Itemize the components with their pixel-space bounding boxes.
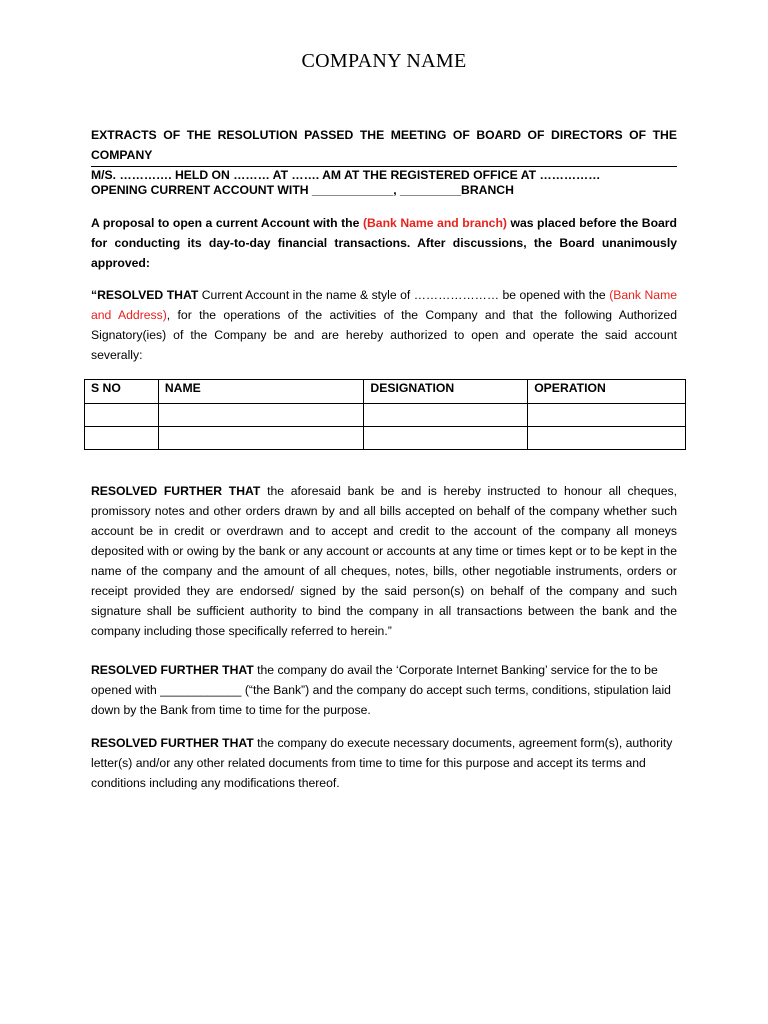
col-header-operation: OPERATION xyxy=(528,380,686,404)
further-3-text: the company do execute necessary documents, agreement form(s), authority letter(s) and/or any other related documents from time to time for this purpose and accept its terms and conditions including any modifications thereof. xyxy=(91,736,673,790)
col-header-name: NAME xyxy=(158,380,364,404)
col-header-sno: S NO xyxy=(85,380,159,404)
resolved-paragraph xyxy=(91,285,677,365)
proposal-text-1: A proposal to open a current Account with the xyxy=(91,216,363,230)
table-cell xyxy=(85,404,159,427)
resolution-heading-line2: M/S. …………. HELD ON ……… AT ……. AM AT THE REGISTERED OFFICE AT …………… xyxy=(91,168,601,182)
resolved-text-1: Current Account in the name & style of ………………… be opened with the xyxy=(198,288,610,302)
further-resolution-1 xyxy=(91,481,677,641)
resolution-heading xyxy=(91,125,677,185)
further-resolution-2 xyxy=(91,660,677,720)
table-cell xyxy=(158,427,364,450)
table-cell xyxy=(158,404,364,427)
table-header-row xyxy=(85,380,686,404)
further-1-text: the aforesaid bank be and is hereby instructed to honour all cheques, promissory notes and other orders drawn by and all bills accepted on behalf of the company whether such account be in credit or overdrawn and to accept and credit to the account of the company all moneys deposited with or owing by the bank or any account or accounts at any time or times kept or to be kept in the name of the company and the amount of all cheques, notes, bills, other negotiable instruments, orders or receipt provided they are endorsed/ signed by the said person(s) on behalf of the company and such signature shall be sufficient authority to bind the company in all transactions between the bank and the company including those specifically referred to herein.” xyxy=(91,484,677,638)
table-row xyxy=(85,427,686,450)
resolution-heading-line1: EXTRACTS OF THE RESOLUTION PASSED THE MEETING OF BOARD OF DIRECTORS OF THE COMPANY xyxy=(91,128,677,162)
resolved-text-2: , for the operations of the activities of the Company and that the following Authorized Signatory(ies) of the Company be and are hereby authorized to open and operate the said account severally: xyxy=(91,308,677,362)
further-3-lead: RESOLVED FURTHER THAT xyxy=(91,736,254,750)
proposal-text-2: was placed before the Board for conducting its day-to-day financial transactions. After discussions, the Board unanimously approved: xyxy=(91,216,677,270)
table-cell xyxy=(364,427,528,450)
proposal-paragraph xyxy=(91,213,677,273)
table-cell xyxy=(528,427,686,450)
company-name-title: COMPANY NAME xyxy=(301,50,467,72)
heading-underline xyxy=(91,166,677,167)
further-resolution-3 xyxy=(91,733,677,793)
further-2-lead: RESOLVED FURTHER THAT xyxy=(91,663,254,677)
table-cell xyxy=(528,404,686,427)
subject-line: OPENING CURRENT ACCOUNT WITH ____________, _________BRANCH xyxy=(91,183,514,197)
table-row xyxy=(85,404,686,427)
further-2-text: the company do avail the ‘Corporate Internet Banking’ service for the to be opened with ____________ (“the Bank”) and the company do accept such terms, conditions, stipulation laid down by the Bank from time to time for the purpose. xyxy=(91,663,671,717)
col-header-designation: DESIGNATION xyxy=(364,380,528,404)
resolved-lead: “RESOLVED THAT xyxy=(91,288,199,302)
signatory-table xyxy=(84,379,686,450)
table-cell xyxy=(85,427,159,450)
bank-name-branch-placeholder: (Bank Name and branch) xyxy=(362,216,507,230)
further-1-lead: RESOLVED FURTHER THAT xyxy=(91,484,261,498)
table-cell xyxy=(364,404,528,427)
bank-name-address-placeholder: (Bank Name and Address) xyxy=(91,288,677,322)
